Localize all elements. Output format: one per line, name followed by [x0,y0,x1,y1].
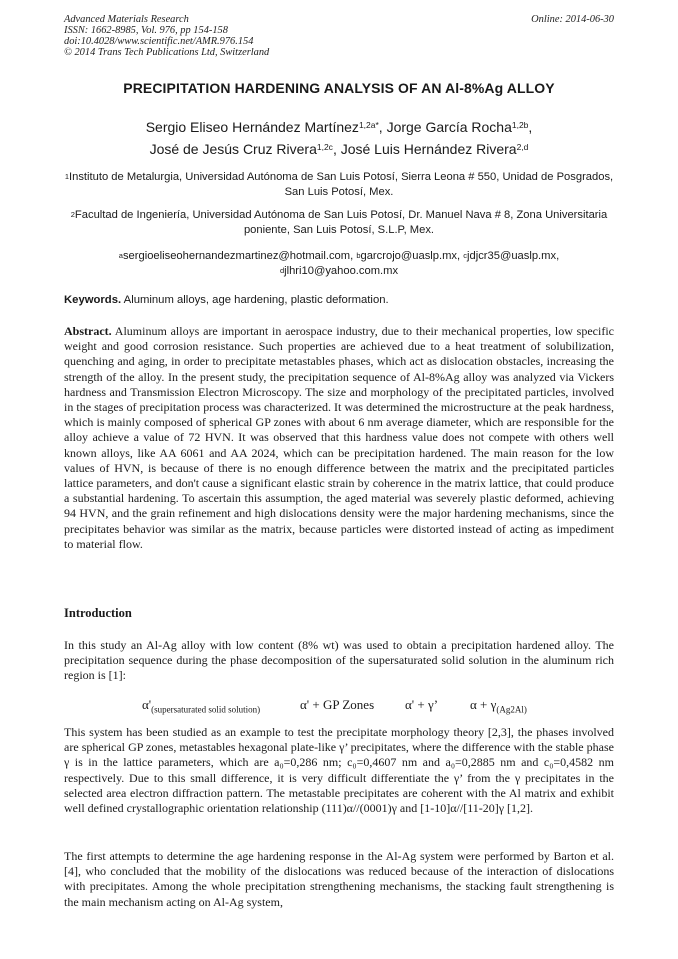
keywords-text: Aluminum alloys, age hardening, plastic deformation. [121,294,389,306]
email-list [64,249,614,279]
affiliation-2 [64,208,614,238]
journal-doi[interactable]: doi:10.4028/www.scientific.net/AMR.976.154 [64,36,254,47]
email-link[interactable]: garcrojo@uaslp.mx, [360,250,464,262]
email-link[interactable]: sergioeliseohernandezmartinez@hotmail.com, [122,250,357,262]
abstract [64,324,614,552]
email-marker: b [356,251,361,260]
email-link[interactable]: jlhri10@yahoo.com.mx [284,265,399,277]
author-superscript: 1,2b [511,120,529,130]
affiliation-marker: 2 [70,210,75,219]
email-link[interactable]: jdjcr35@uaslp.mx, [467,250,560,262]
author-superscript: 1,2a* [358,120,379,130]
equation-symbol: α + γ [470,697,497,712]
abstract-text: Aluminum alloys are important in aerospace industry, due to their mechanical properties, low specific weight and good corrosion resistance. Such properties are achieved due to a heat treatment of solubilization, quenching and aging, in order to precipitate metastables phases, which act as dislocation obstacles, increasing the strength of the alloy. In the present study, the precipitation sequence of Al-8%Ag alloy was analyzed via Vickers hardness and Transmission Electron Microscopy. The size and morphology of the precipitated particles, involved in the stages of precipitation process was characterized. It was determined the microstructure at the peak hardness, which is mainly composed of spherical GP zones with about 6 nm average diameter, which are responsible for the alloy achieve a value of 72 HVN. It was observed that this hardness value does not compete with others well known alloys, like AA 6061 and AA 2024, which can be precipitation hardened. The main reason for the low values of HVN, is because of there is no enough difference between the matrix and the precipitated particles lattice parameters, and don't cause a significant elastic strain by coherence in the matrix lattice, that could produce a substantial hardening. To ascertain this assumption, the aged material was severely plastic deformed, achieving 94 HVN, and the grain refinement and high dislocations density were the major hardening mechanisms, since the precipitates behavior was similar as the matrix, because particles were distorted instead of acting as impediment to material flow. [64,324,614,551]
equation-term [470,697,527,715]
paper-title: PRECIPITATION HARDENING ANALYSIS OF AN Al-8%Ag ALLOY [123,80,555,96]
journal-name: Advanced Materials Research [64,14,189,25]
author-separator: , [528,119,533,135]
keywords-label: Keywords. [64,294,122,306]
author-superscript: 2,d [516,142,529,152]
equation-term [142,697,260,715]
email-marker: c [463,251,467,260]
author-name: , Jorge García Rocha [378,119,512,135]
journal-header [64,14,269,58]
author-name: José de Jesús Cruz Rivera [149,141,317,157]
author-name: , José Luis Hernández Rivera [332,141,517,157]
email-marker: d [279,266,285,275]
intro-paragraph-3: The first attempts to determine the age hardening response in the Al-Ag system were performed by Barton et al. [4], who concluded that the mobility of the dislocations was reduced because of the interaction of dislocations with precipitates. Among the whole precipitation strengthening mechanisms, the stacking fault strengthening is the main mechanism acting on Al-Ag system, [64,849,614,909]
journal-issn: ISSN: 1662-8985, Vol. 976, pp 154-158 [64,25,228,36]
equation-term: α' + GP Zones [300,697,375,712]
section-heading-introduction: Introduction [64,606,132,620]
equation-subscript: (Ag2Al) [496,704,527,715]
affiliation-text: Facultad de Ingeniería, Universidad Autónoma de San Luis Potosí, Dr. Manuel Nava # 8, Zona Universitaria poniente, San Luis Potosí, S.L.P, Mex. [74,209,608,236]
equation-symbol: α' [142,697,152,712]
affiliation-marker: 1 [64,172,69,181]
keywords [64,293,614,308]
equation-term: α' + γ’ [405,697,439,712]
author-name: Sergio Eliseo Hernández Martínez [145,119,359,135]
intro-paragraph-1: In this study an Al-Ag alloy with low content (8% wt) was used to obtain a precipitation hardened alloy. The precipitation sequence during the phase decomposition of the supersaturated solid solution in the aluminum rich region is [1]: [64,638,614,683]
equation-subscript: (supersaturated solid solution) [151,704,261,715]
affiliation-text: Instituto de Metalurgia, Universidad Autónoma de San Luis Potosí, Sierra Leona # 550, Unidad de Posgrados, San Luis Potosí, Mex. [68,171,614,198]
email-marker: a [118,251,123,260]
journal-copyright: © 2014 Trans Tech Publications Ltd, Switzerland [64,47,270,58]
abstract-label: Abstract. [64,324,112,338]
affiliation-1 [64,170,614,200]
author-superscript: 1,2c [316,142,333,152]
intro-paragraph-2: This system has been studied as an example to test the precipitate morphology theory [2,3], the phases involved are spherical GP zones, metastables hexagonal plate-like γ’ precipitates, where the difference with the stable phase γ is in the lattice parameters, which are a₀=0,286 nm; c₀=0,4607 nm and a₀=0,2885 nm and c₀=0,4582 nm respectively. Due to this small difference, it is very difficult differentiate the γ’ from the γ precipitates in the selected area electron diffraction pattern. The metastable precipitates are coherent with the Al matrix and exhibit well defined crystallographic orientation relationship (111)α//(0001)γ and [1-10]α//[11-20]γ [1,2]. [64,725,614,816]
online-date: Online: 2014-06-30 [531,14,614,25]
author-list [40,116,638,160]
